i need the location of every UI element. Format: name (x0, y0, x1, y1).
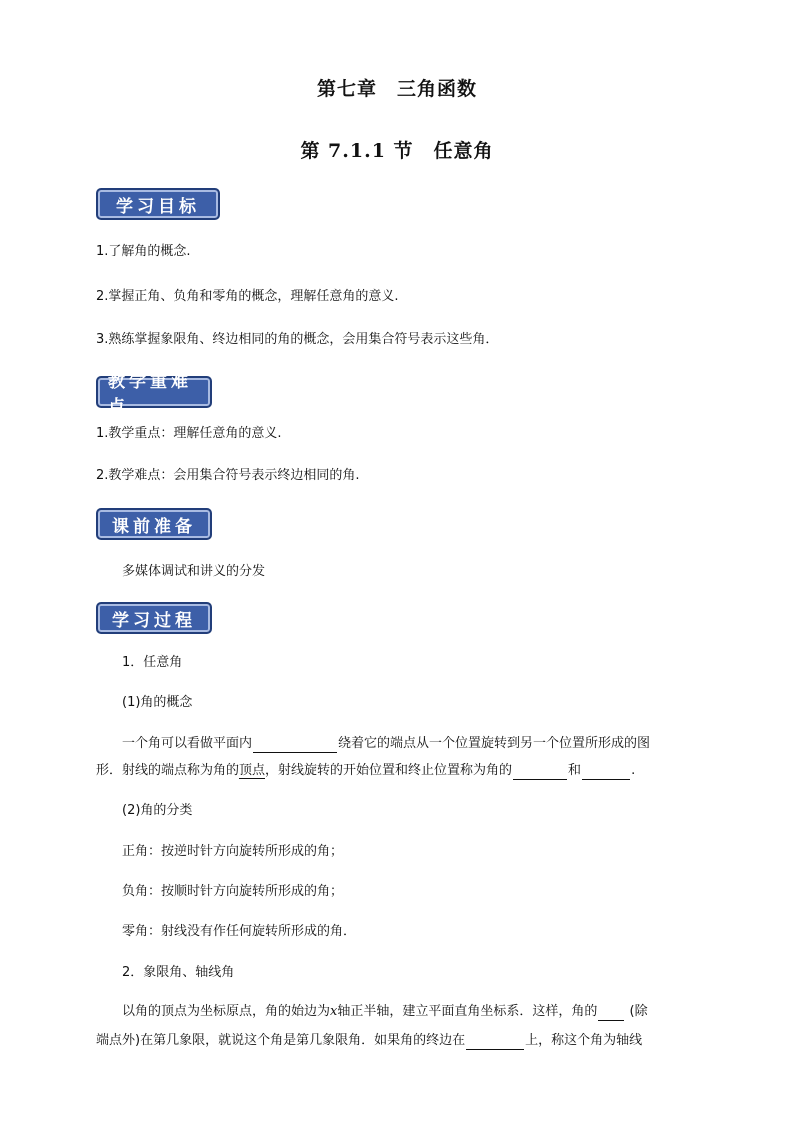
fill-blank (582, 765, 630, 780)
text-span: . (631, 763, 636, 778)
process-paragraph-line (122, 735, 650, 753)
key-item: 1.教学重点：理解任意角的意义. (96, 426, 282, 441)
text-span: 形．射线的端点称为角的 (96, 763, 240, 778)
process-paragraph-line (96, 1032, 642, 1050)
section-title: 第 7.1.1 节 任意角 (300, 140, 494, 162)
process-heading: 1．任意角 (122, 655, 183, 670)
definition-line: 负角：按顺时针方向旋转所形成的角； (122, 884, 344, 899)
goal-item: 1.了解角的概念. (96, 244, 191, 259)
definition-line: 零角：射线没有作任何旋转所形成的角． (122, 924, 357, 939)
process-subheading: (1)角的概念 (122, 695, 193, 710)
text-span: (除 (629, 1004, 648, 1019)
goal-item: 3.熟练掌握象限角、终边相同的角的概念，会用集合符号表示这些角． (96, 332, 499, 347)
text-span: 和 (568, 763, 582, 778)
goals-badge: 学习目标 (96, 188, 220, 220)
definition-line: 正角：按逆时针方向旋转所形成的角； (122, 844, 344, 859)
process-paragraph-line (122, 1003, 648, 1021)
text-span: 绕着它的端点从一个位置旋转到另一个位置所形成的图 (338, 736, 651, 751)
prep-badge: 课前准备 (96, 508, 212, 540)
chapter-title: 第七章 三角函数 (316, 78, 477, 100)
underlined-term: 顶点 (239, 763, 266, 778)
keys-badge: 教学重难点 (96, 376, 212, 408)
variable-x: x (330, 1004, 338, 1019)
text-span: 上，称这个角为轴线 (525, 1033, 643, 1048)
fill-blank (598, 1006, 624, 1021)
text-span: 以角的顶点为坐标原点，角的始边为 (122, 1004, 331, 1019)
fill-blank (513, 765, 567, 780)
process-subheading: (2)角的分类 (122, 803, 193, 818)
fill-blank (466, 1035, 524, 1050)
fill-blank (253, 738, 337, 753)
prep-text: 多媒体调试和讲义的分发 (122, 564, 266, 579)
text-span: 端点外)在第几象限，就说这个角是第几象限角．如果角的终边在 (96, 1033, 466, 1048)
text-span: 一个角可以看做平面内 (122, 736, 253, 751)
key-item: 2.教学难点：会用集合符号表示终边相同的角. (96, 468, 360, 483)
process-badge: 学习过程 (96, 602, 212, 634)
goal-item: 2.掌握正角、负角和零角的概念，理解任意角的意义. (96, 289, 399, 304)
process-paragraph-line (96, 762, 635, 780)
process-heading: 2．象限角、轴线角 (122, 965, 235, 980)
text-span: 轴正半轴，建立平面直角坐标系．这样，角的 (337, 1004, 598, 1019)
text-span: ，射线旋转的开始位置和终止位置称为角的 (265, 763, 513, 778)
